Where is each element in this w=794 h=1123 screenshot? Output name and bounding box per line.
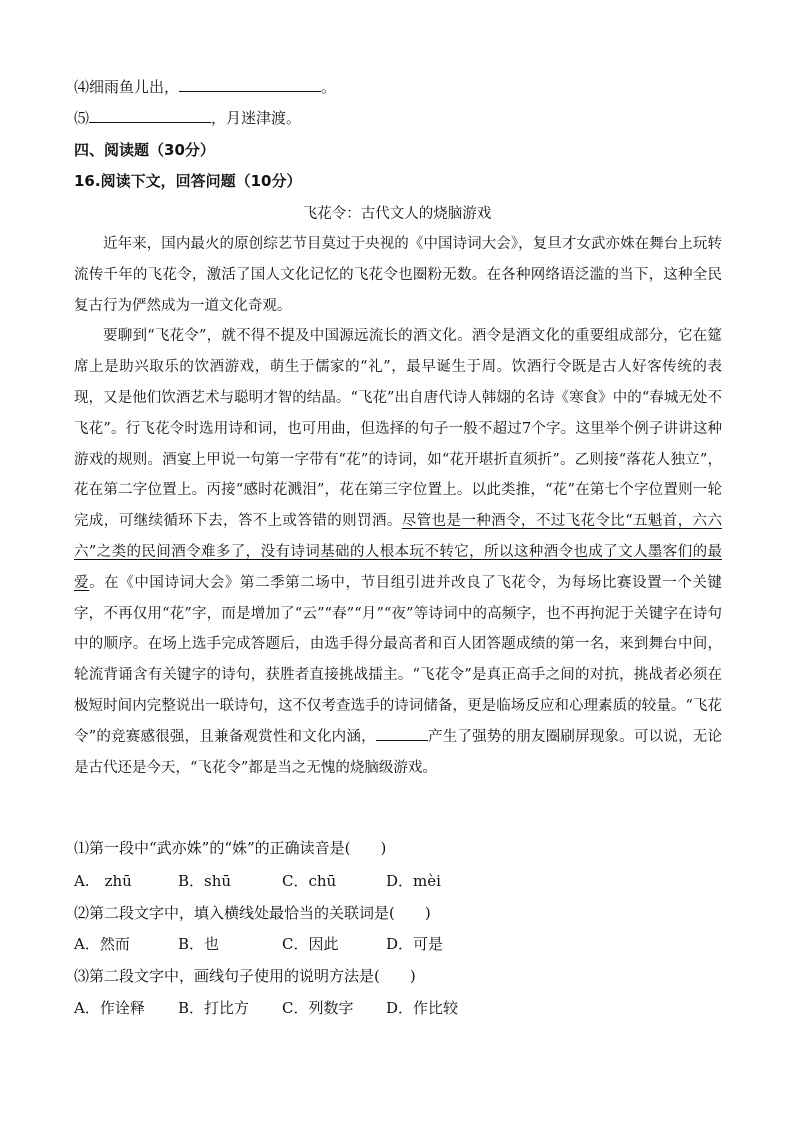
question-1-options: [74, 870, 441, 891]
article-paragraph-1: 近年来，国内最火的原创综艺节目莫过于央视的《中国诗词大会》，复旦才女武亦姝在舞台上玩转流传千年的飞花令，激活了国人文化记忆的飞花令也圈粉无数。在各种网络语泛滥的当下，这种全民复古行为俨然成为一道文化奇观。: [74, 236, 722, 314]
fill-item-5-blank[interactable]: [89, 108, 211, 123]
fill-item-5-prefix: ⑸: [74, 109, 90, 127]
fill-item-4: [74, 76, 336, 97]
article-paragraph-2: [74, 321, 722, 783]
question-1-stem: ⑴第一段中“武亦姝”的“姝”的正确读音是( ): [74, 839, 387, 857]
option-d[interactable]: D．作比较: [386, 999, 459, 1017]
option-a[interactable]: A. zhū: [74, 872, 132, 890]
option-b[interactable]: B．也: [178, 935, 220, 953]
option-d[interactable]: D．可是: [386, 935, 444, 953]
paragraph-2-part-c: 产生了强势的朋友圈刷屏现象。可以说，无论是古代还是今天，“飞花令”都是当之无愧的烧脑级游戏。: [74, 728, 722, 776]
option-c[interactable]: C．chū: [282, 872, 337, 890]
paragraph-2-part-b: 。在《中国诗词大会》第二季第二场中，节目组引进并改良了飞花令，为每场比赛设置一个关键字，不再仅用“花”字，而是增加了“云”“春”“月”“夜”等诗词中的高频字，也不再拘泥于关键字在诗句中的顺序。在场上选手完成答题后，由选手得分最高者和百人团答题成绩的第一名，来到舞台中间，轮流背诵含有关键字的诗句，获胜者直接挑战擂主。“飞花令”是真正高手之间的对抗，挑战者必须在极短时间内完整说出一联诗句，这不仅考查选手的诗词储备，更是临场反应和心理素质的较量。“飞花令”的竞赛感很强，且兼备观赏性和文化内涵，: [74, 574, 723, 745]
option-a[interactable]: A．作诠释: [74, 999, 145, 1017]
fill-item-4-suffix: 。: [321, 78, 337, 96]
question-3-options: [74, 997, 458, 1018]
paragraph-2-part-a: 要聊到“飞花令”，就不得不提及中国源远流长的酒文化。酒令是酒文化的重要组成部分，它在筵席上是助兴取乐的饮酒游戏，萌生于儒家的“礼”，最早诞生于周。饮酒行令既是古人好客传统的表现，又是他们饮酒艺术与聪明才智的结晶。“飞花”出自唐代诗人韩翃的名诗《寒食》中的“春城无处不飞花”。行飞花令时选用诗和词，也可用曲，但选择的句子一般不超过7个字。这里举个例子讲讲这种游戏的规则。酒宴上甲说一句第一字带有“花”的诗词，如“花开堪折直须折”。乙则接“落花人独立”，花在第二字位置上。丙接“感时花溅泪”，花在第三字位置上。以此类推，“花”在第七个字位置则一轮完成，可继续循环下去，答不上或答错的则罚酒。: [74, 328, 722, 530]
question-16-heading: 16.阅读下文，回答问题（10分）: [74, 172, 302, 190]
connective-blank[interactable]: [376, 728, 428, 741]
option-b[interactable]: B．shū: [178, 872, 232, 890]
section-4-heading: 四、阅读题（30分）: [74, 141, 215, 159]
option-d[interactable]: D．mèi: [386, 872, 441, 890]
option-c[interactable]: C．列数字: [282, 999, 354, 1017]
fill-item-4-blank[interactable]: [179, 77, 321, 92]
question-2-stem: ⑵第二段文字中，填入横线处最恰当的关联词是( ): [74, 904, 431, 922]
question-2-options: [74, 933, 443, 954]
underlined-sentence: 尽管也是一种酒令，不过飞花令比“五魁首，六六六”之类的民间酒令难多了，没有诗词基础的人根本玩不转它，所以这种酒令也成了文人墨客们的最爱: [74, 513, 723, 591]
fill-item-4-prefix: ⑷细雨鱼儿出，: [74, 78, 180, 96]
option-b[interactable]: B．打比方: [178, 999, 250, 1017]
fill-item-5-suffix: ，月迷津渡。: [211, 109, 302, 127]
option-c[interactable]: C．因此: [282, 935, 339, 953]
article-body: [74, 229, 722, 783]
fill-item-5: [74, 107, 301, 128]
question-3-stem: ⑶第二段文字中，画线句子使用的说明方法是( ): [74, 967, 416, 985]
article-title: 飞花令：古代文人的烧脑游戏: [302, 206, 492, 222]
option-a[interactable]: A．然而: [74, 935, 130, 953]
